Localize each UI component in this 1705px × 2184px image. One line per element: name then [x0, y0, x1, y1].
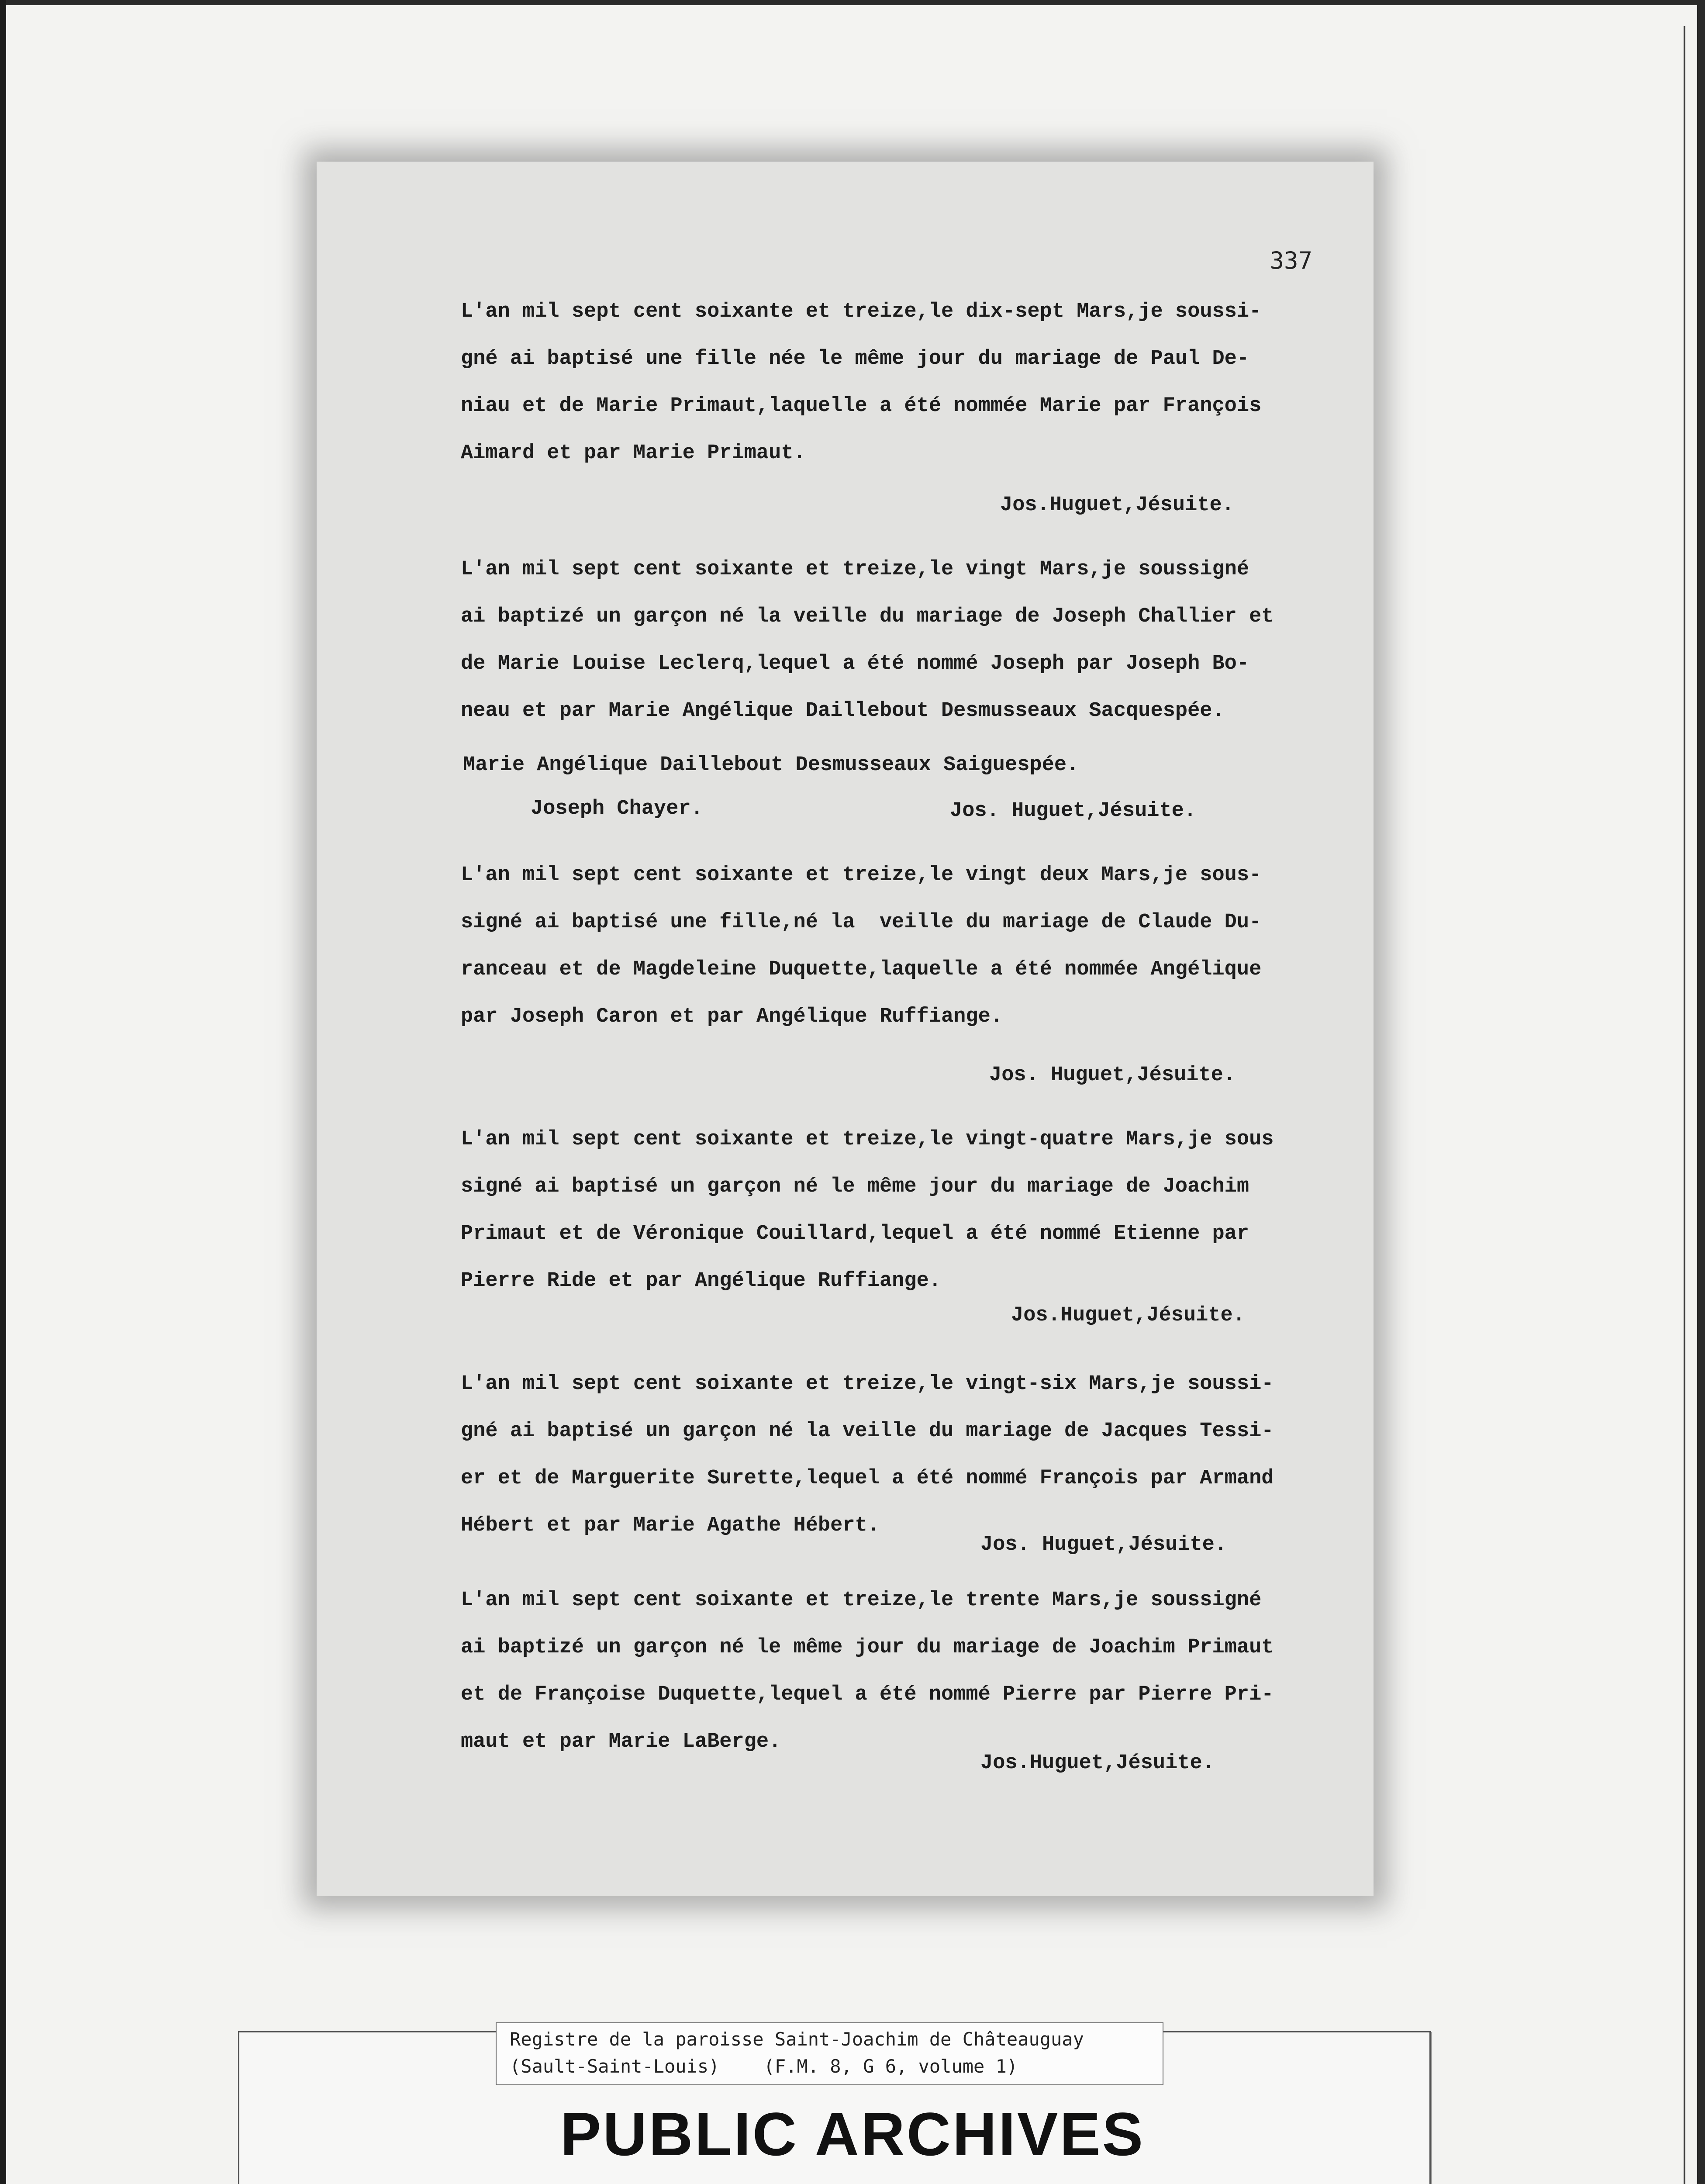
- entry-line: et de Françoise Duquette,lequel a été nommé Pierre par Pierre Pri-: [461, 1683, 1274, 1706]
- priest-signature: Jos.Huguet,Jésuite.: [1011, 1304, 1245, 1327]
- entry-line: ai baptizé un garçon né la veille du mariage de Joseph Challier et: [461, 605, 1274, 628]
- entry-line: neau et par Marie Angélique Daillebout Desmusseaux Sacquespée.: [461, 699, 1225, 722]
- baptism-entry: [461, 852, 1343, 1040]
- entry-line: gné ai baptisé un garçon né la veille du mariage de Jacques Tessi-: [461, 1420, 1274, 1443]
- archive-title-english: PUBLIC ARCHIVES: [560, 2100, 1145, 2168]
- baptism-entry: [461, 1361, 1343, 1549]
- entry-line: L'an mil sept cent soixante et treize,le vingt-quatre Mars,je sous: [461, 1128, 1274, 1151]
- entry-line: maut et par Marie LaBerge.: [461, 1730, 781, 1753]
- entry-line: signé ai baptisé une fille,né la veille du mariage de Claude Du-: [461, 911, 1262, 934]
- priest-signature: Jos.Huguet,Jésuite.: [1000, 494, 1234, 517]
- baptism-entry: [461, 1577, 1343, 1766]
- priest-signature: Jos.Huguet,Jésuite.: [980, 1752, 1215, 1775]
- entry-line: Primaut et de Véronique Couillard,lequel a été nommé Etienne par: [461, 1222, 1249, 1245]
- register-page: [317, 162, 1374, 1896]
- register-index-slip: [496, 2022, 1163, 2085]
- film-border-left: [0, 0, 6, 2184]
- entry-line: de Marie Louise Leclerq,lequel a été nommé Joseph par Joseph Bo-: [461, 652, 1249, 675]
- entry-line: ai baptizé un garçon né le même jour du mariage de Joachim Primaut: [461, 1636, 1274, 1659]
- entry-line: L'an mil sept cent soixante et treize,le trente Mars,je soussigné: [461, 1589, 1262, 1612]
- entry-line: er et de Marguerite Surette,lequel a été nommé François par Armand: [461, 1467, 1274, 1490]
- entry-line: Hébert et par Marie Agathe Hébert.: [461, 1514, 880, 1537]
- entry-line: Aimard et par Marie Primaut.: [461, 442, 806, 465]
- entry-line: L'an mil sept cent soixante et treize,le dix-sept Mars,je soussi-: [461, 300, 1262, 323]
- priest-signature: Jos. Huguet,Jésuite.: [980, 1533, 1227, 1556]
- baptism-entry: [461, 288, 1343, 477]
- entry-line: niau et de Marie Primaut,laquelle a été nommée Marie par François: [461, 394, 1262, 418]
- entry-line: L'an mil sept cent soixante et treize,le vingt Mars,je soussigné: [461, 558, 1249, 581]
- entry-line: Pierre Ride et par Angélique Ruffiange.: [461, 1269, 941, 1292]
- baptism-entry: [461, 546, 1343, 735]
- witness-signature-line: Marie Angélique Daillebout Desmusseaux Saiguespée.: [463, 753, 1079, 777]
- entry-line: ranceau et de Magdeleine Duquette,laquelle a été nommée Angélique: [461, 958, 1262, 981]
- register-reference: (Sault-Saint-Louis) (F.M. 8, G 6, volume 1): [510, 2056, 1018, 2077]
- priest-signature: Jos. Huguet,Jésuite.: [989, 1064, 1236, 1087]
- entry-line: L'an mil sept cent soixante et treize,le vingt deux Mars,je sous-: [461, 864, 1262, 887]
- film-edge-line: [1684, 26, 1685, 2184]
- register-title: Registre de la paroisse Saint-Joachim de Châteauguay: [510, 2028, 1084, 2050]
- entry-line: L'an mil sept cent soixante et treize,le vingt-six Mars,je soussi-: [461, 1372, 1274, 1396]
- witness-signature: Joseph Chayer.: [531, 797, 703, 820]
- entry-line: gné ai baptisé une fille née le même jour du mariage de Paul De-: [461, 347, 1249, 370]
- entry-line: signé ai baptisé un garçon né le même jour du mariage de Joachim: [461, 1175, 1249, 1198]
- film-border-top: [0, 0, 1705, 5]
- priest-signature: Jos. Huguet,Jésuite.: [950, 799, 1197, 822]
- page-number: 337: [1270, 247, 1312, 274]
- entry-line: par Joseph Caron et par Angélique Ruffiange.: [461, 1005, 1003, 1028]
- baptism-entry: [461, 1116, 1343, 1305]
- film-border-right: [1697, 0, 1705, 2184]
